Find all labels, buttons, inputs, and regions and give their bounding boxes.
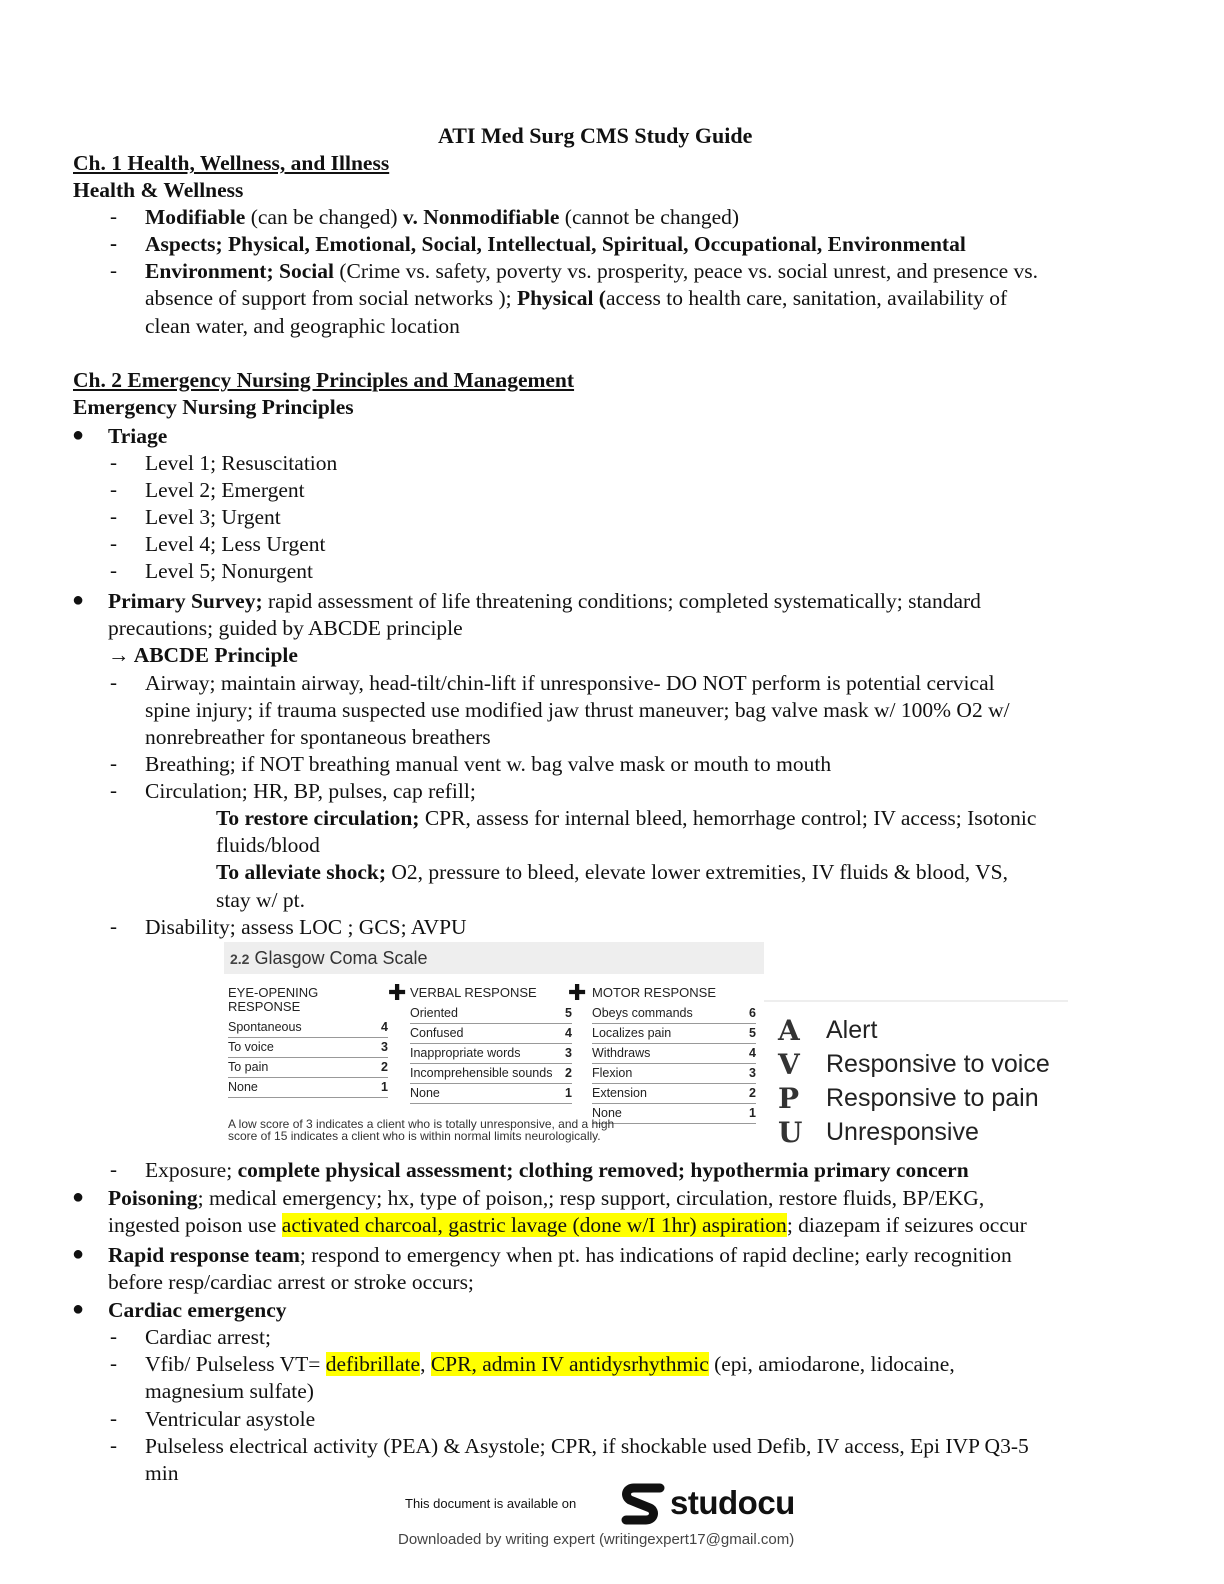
primary-survey-line-2: precautions; guided by ABCDE principle	[108, 616, 463, 640]
highlighted-text: defibrillate	[325, 1352, 421, 1376]
gcs-motor-row: Localizes pain 5	[592, 1024, 756, 1044]
gcs-motor-column	[592, 986, 756, 1124]
restore-circulation-line-2: fluids/blood	[216, 833, 320, 857]
disability-line: Disability; assess LOC ; GCS; AVPU	[145, 915, 467, 939]
gcs-motor-row: Obeys commands 6	[592, 1004, 756, 1024]
pea-line-2: min	[145, 1461, 179, 1485]
highlighted-text: CPR, admin IV antidysrhythmic	[430, 1352, 709, 1376]
gcs-verbal-column	[410, 986, 572, 1104]
environment-line-2: absence of support from social networks ); Physical (access to health care, sanitation, availability of	[145, 286, 1008, 310]
dash-bullet: -	[110, 477, 117, 501]
abcde-heading: → ABCDE Principle	[108, 643, 298, 667]
gcs-eye-header-1: EYE-OPENING	[228, 985, 319, 1000]
modifiable-line: Modifiable (can be changed) v. Nonmodifiable (cannot be changed)	[145, 205, 740, 229]
cardiac-emergency-heading: Cardiac emergency	[108, 1298, 287, 1322]
highlighted-text: activated charcoal, gastric lavage (done w/I 1hr) aspiration	[281, 1213, 787, 1237]
pea-line-1: Pulseless electrical activity (PEA) & Asystole; CPR, if shockable used Defib, IV access, Epi IVP Q3-5	[145, 1434, 1029, 1458]
airway-line-3: nonrebreather for spontaneous breathers	[145, 725, 491, 749]
dash-bullet: -	[110, 450, 117, 474]
aspects-line: Aspects; Physical, Emotional, Social, Intellectual, Spiritual, Occupational, Environmental	[145, 232, 966, 256]
restore-circulation-line-1: To restore circulation; CPR, assess for internal bleed, hemorrhage control; IV access; Isotonic	[216, 806, 1037, 830]
gcs-eye-row: To voice 3	[228, 1038, 388, 1058]
gcs-eye-row: None 1	[228, 1078, 388, 1098]
breathing-line: Breathing; if NOT breathing manual vent w. bag valve mask or mouth to mouth	[145, 752, 832, 776]
exposure-line: Exposure; complete physical assessment; clothing removed; hypothermia primary concern	[145, 1158, 969, 1182]
dash-bullet: -	[110, 231, 117, 255]
triage-level-2: Level 2; Emergent	[145, 478, 305, 502]
gcs-title: Glasgow Coma Scale	[254, 948, 428, 968]
gcs-verbal-header: VERBAL RESPONSE	[410, 985, 537, 1000]
dash-bullet: -	[110, 258, 117, 282]
document-title: ATI Med Surg CMS Study Guide	[438, 123, 753, 148]
bullet-dot: ●	[72, 424, 85, 446]
circulation-line: Circulation; HR, BP, pulses, cap refill;	[145, 779, 476, 803]
dash-bullet: -	[110, 670, 117, 694]
health-wellness-subheading: Health & Wellness	[73, 178, 244, 202]
environment-line-1: Environment; Social (Crime vs. safety, poverty vs. prosperity, peace vs. social unrest, and presence vs.	[145, 259, 1039, 283]
dash-bullet: -	[110, 504, 117, 528]
alleviate-shock-line-1: To alleviate shock; O2, pressure to bleed, elevate lower extremities, IV fluids & blood, VS,	[216, 860, 1009, 884]
cardiac-arrest-line: Cardiac arrest;	[145, 1325, 271, 1349]
plus-icon: ✚	[568, 980, 587, 1005]
bullet-dot: ●	[72, 1298, 85, 1320]
poisoning-line-1: Poisoning; medical emergency; hx, type of poison,; resp support, circulation, restore fluids, BP/EKG,	[108, 1186, 985, 1210]
gcs-eye-row: Spontaneous 4	[228, 1018, 388, 1038]
dash-bullet: -	[110, 531, 117, 555]
gcs-figure-number: 2.2	[230, 951, 250, 967]
gcs-motor-row: Extension 2	[592, 1084, 756, 1104]
bullet-dot: ●	[72, 1243, 85, 1265]
triage-level-5: Level 5; Nonurgent	[145, 559, 313, 583]
gcs-verbal-row: Incomprehensible sounds 2	[410, 1064, 572, 1084]
primary-survey-line-1: Primary Survey; rapid assessment of life threatening conditions; completed systematically; standard	[108, 589, 981, 613]
dash-bullet: -	[110, 558, 117, 582]
poisoning-line-2: ingested poison use activated charcoal, gastric lavage (done w/I 1hr) aspiration; diazepam if seizures occur	[108, 1213, 1027, 1237]
dash-bullet: -	[110, 204, 117, 228]
triage-level-3: Level 3; Urgent	[145, 505, 281, 529]
gcs-motor-header: MOTOR RESPONSE	[592, 985, 717, 1000]
gcs-motor-row: Withdraws 4	[592, 1044, 756, 1064]
dash-bullet: -	[110, 751, 117, 775]
environment-line-3: clean water, and geographic location	[145, 314, 460, 338]
gcs-verbal-row: Inappropriate words 3	[410, 1044, 572, 1064]
gcs-eye-row: To pain 2	[228, 1058, 388, 1078]
dash-bullet: -	[110, 1433, 117, 1457]
airway-line-1: Airway; maintain airway, head-tilt/chin-lift if unresponsive- DO NOT perform is potential cervical	[145, 671, 995, 695]
dash-bullet: -	[110, 1324, 117, 1348]
vfib-line-2: magnesium sulfate)	[145, 1379, 314, 1403]
triage-level-4: Level 4; Less Urgent	[145, 532, 326, 556]
asystole-line: Ventricular asystole	[145, 1407, 316, 1431]
rapid-response-line-1: Rapid response team; respond to emergency when pt. has indications of rapid decline; early recognition	[108, 1243, 1012, 1267]
avpu-divider	[764, 1000, 1068, 1002]
bullet-dot: ●	[72, 1186, 85, 1208]
plus-icon: ✚	[388, 980, 407, 1005]
gcs-verbal-row: None 1	[410, 1084, 572, 1104]
rapid-response-line-2: before resp/cardiac arrest or stroke occurs;	[108, 1270, 474, 1294]
footer-downloaded-text: Downloaded by writing expert (writingexpert17@gmail.com)	[398, 1531, 795, 1548]
gcs-motor-row: Flexion 3	[592, 1064, 756, 1084]
emergency-principles-subheading: Emergency Nursing Principles	[73, 395, 354, 419]
gcs-title-bar	[224, 942, 764, 974]
gcs-verbal-row: Oriented 5	[410, 1004, 572, 1024]
glasgow-coma-scale-figure	[224, 942, 764, 1150]
studocu-logo[interactable]	[620, 1482, 810, 1526]
gcs-motor-row: None 1	[592, 1104, 756, 1124]
dash-bullet: -	[110, 1406, 117, 1430]
triage-level-1: Level 1; Resuscitation	[145, 451, 338, 475]
vfib-line-1: Vfib/ Pulseless VT= defibrillate, CPR, admin IV antidysrhythmic (epi, amiodarone, lidocaine,	[145, 1352, 955, 1376]
gcs-note: A low score of 3 indicates a client who is totally unresponsive, and a high score of 15 indicates a client who is within normal limits neurologically.	[228, 1117, 615, 1143]
studocu-brand: studocu	[670, 1484, 795, 1521]
alleviate-shock-line-2: stay w/ pt.	[216, 888, 305, 912]
bullet-dot: ●	[72, 589, 85, 611]
dash-bullet: -	[110, 1351, 117, 1375]
dash-bullet: -	[110, 778, 117, 802]
chapter-1-heading: Ch. 1 Health, Wellness, and Illness	[73, 151, 390, 175]
triage-heading: Triage	[108, 424, 168, 448]
document-page: ATI Med Surg CMS Study Guide Ch. 1 Health, Wellness, and Illness Health & Wellness - Modifiable (can be changed) v. Nonmodifiable (cannot be changed) - Aspects; Physical, Emotional, Social, Intellectual, Spiritual, Occupational, Environmental - Environment; Social (Crime vs. safety, poverty vs. prosperity, peace vs. social unrest, and presence vs. absence of support from social networks ); Physical (access to health care, sanitation, availability of clean water, and geographic location Ch. 2 Emergency Nursing Principles and Management Emergency Nursing Principles ● Triage - Level 1; Resuscitation - Level 2; Emergent - Level 3; Urgent - Level 4; Less Urgent - Level 5; Nonurgent ● Primary Survey; rapid assessment of life threatening conditions; completed systematically; standard precautions; guided by ABCDE principle → ABCDE Principle - Airway; maintain airway, head-tilt/chin-lift if unresponsive- DO NOT perform is potential cervical spine injury; if trauma suspected use modified jaw thrust maneuver; bag valve mask w/ 100% O2 w/ nonrebreather for spontaneous breathers - Breathing; if NOT breathing manual vent w. bag valve mask or mouth to mouth - Circulation; HR, BP, pulses, cap refill; To restore circulation; CPR, assess for internal bleed, hemorrhage control; IV access; Isotonic fluids/blood To alleviate shock; O2, pressure to bleed, elevate lower extremities, IV fluids & blood, VS, stay w/ pt. - Disability; assess LOC ; GCS; AVPU 2.2 Glasgow Coma Scale EYE-OPENING RESPONSE Spontaneous 4 To voice 3 To pain 2 None 1 ✚ VERBAL RESPONSE Oriented 5 Confused 4 Inappropriate words 3 Incomprehensible sounds 2 None 1 ✚ MOTOR RESPONSE Obeys commands 6 Localizes pain 5 Withdraws 4 Flexion 3 Extension 2 None 1 A low score of 3 indicates a client who is totally unresponsive, and a high score of 15 indicates a client who is within normal limits neurologically. A Alert V Responsive to voice P Responsive to pain U Unresponsive - Exposure; complete physical assessment; clothing removed; hypothermia primary concern ● Poisoning; medical emergency; hx, type of poison,; resp support, circulation, restore fluids, BP/EKG, ingested poison use activated charcoal, gastric lavage (done w/I 1hr) aspiration; diazepam if seizures occur ● Rapid response team; respond to emergency when pt. has indications of rapid decline; early recognition before resp/cardiac arrest or stroke occurs; ● Cardiac emergency - Cardiac arrest; - Vfib/ Pulseless VT= defibrillate, CPR, admin IV antidysrhythmic (epi, amiodarone, lidocaine, magnesium sulfate) - Ventricular asystole - Pulseless electrical activity (PEA) & Asystole; CPR, if shockable used Defib, IV access, Epi IVP Q3-5 min This document is available on studocu Downloaded by writing expert (writingexpert17@gmail.com)	[0, 0, 1224, 1584]
gcs-eye-header-2: RESPONSE	[228, 999, 301, 1014]
gcs-eye-column	[228, 986, 388, 1098]
chapter-2-heading: Ch. 2 Emergency Nursing Principles and Management	[73, 368, 575, 392]
studocu-logo-icon	[620, 1482, 668, 1526]
footer-available-text: This document is available on	[405, 1496, 577, 1511]
gcs-verbal-row: Confused 4	[410, 1024, 572, 1044]
airway-line-2: spine injury; if trauma suspected use modified jaw thrust maneuver; bag valve mask w/ 100% O2 w/	[145, 698, 1010, 722]
dash-bullet: -	[110, 1157, 117, 1181]
dash-bullet: -	[110, 914, 117, 938]
